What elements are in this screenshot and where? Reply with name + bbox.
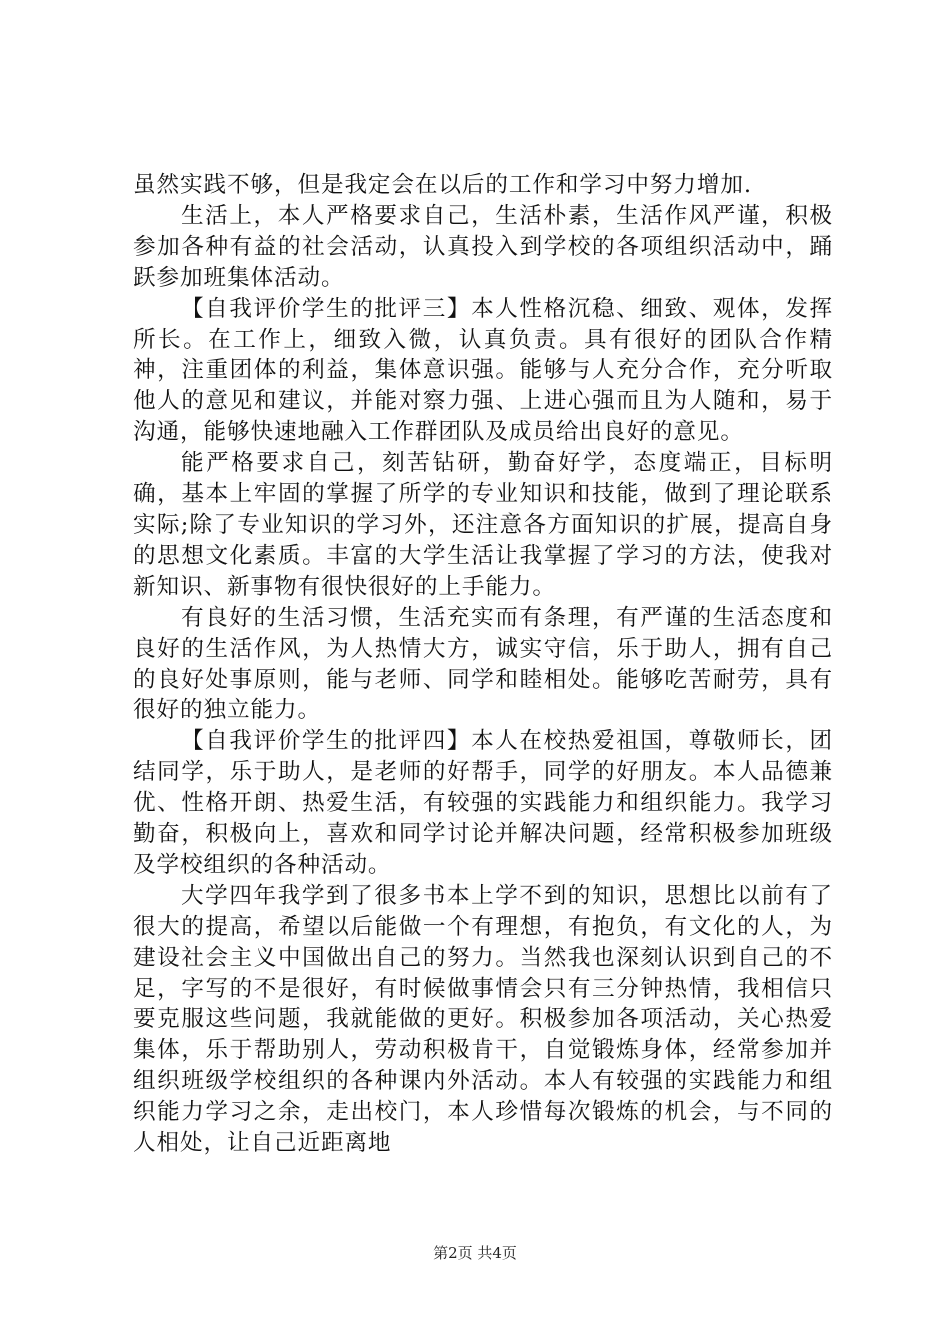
document-body — [133, 170, 833, 1159]
paragraph: 大学四年我学到了很多书本上学不到的知识，思想比以前有了很大的提高，希望以后能做一个有理想，有抱负，有文化的人，为建设社会主义中国做出自己的努力。当然我也深刻认识到自己的不足，字写的不是很好，有时候做事情会只有三分钟热情，我相信只要克服这些问题，我就能做的更好。积极参加各项活动，关心热爱集体，乐于帮助别人，劳动积极肯干，自觉锻炼身体，经常参加并组织班级学校组织的各种课内外活动。本人有较强的实践能力和组织能力学习之余，走出校门，本人珍惜每次锻炼的机会，与不同的人相处，让自己近距离地 — [133, 882, 833, 1157]
paragraph: 生活上，本人严格要求自己，生活朴素，生活作风严谨，积极参加各种有益的社会活动，认真投入到学校的各项组织活动中，踊跃参加班集体活动。 — [133, 202, 833, 291]
paragraph: 虽然实践不够，但是我定会在以后的工作和学习中努力增加. — [133, 172, 752, 198]
page-number-footer: 第2页 共4页 — [433, 1244, 517, 1262]
paragraph: 【自我评价学生的批评三】本人性格沉稳、细致、观体，发挥所长。在工作上，细致入微，认真负责。具有很好的团队合作精神，注重团体的利益，集体意识强。能够与人充分合作，充分听取他人的意见和建议，并能对察力强、上进心强而且为人随和，易于沟通，能够快速地融入工作群团队及成员给出良好的意见。 — [133, 295, 833, 446]
paragraph: 有良好的生活习惯，生活充实而有条理，有严谨的生活态度和良好的生活作风，为人热情大方，诚实守信，乐于助人，拥有自己的良好处事原则，能与老师、同学和睦相处。能够吃苦耐劳，具有很好的独立能力。 — [133, 604, 833, 724]
paragraph: 能严格要求自己，刻苦钻研，勤奋好学，态度端正，目标明确，基本上牢固的掌握了所学的专业知识和技能，做到了理论联系实际;除了专业知识的学习外，还注意各方面知识的扩展，提高自身的思想文化素质。丰富的大学生活让我掌握了学习的方法，使我对新知识、新事物有很快很好的上手能力。 — [133, 450, 833, 600]
paragraph: 【自我评价学生的批评四】本人在校热爱祖国，尊敬师长，团结同学，乐于助人，是老师的好帮手，同学的好朋友。本人品德兼优、性格开朗、热爱生活，有较强的实践能力和组织能力。我学习勤奋，积极向上，喜欢和同学讨论并解决问题，经常积极参加班级及学校组织的各种活动。 — [133, 728, 833, 878]
